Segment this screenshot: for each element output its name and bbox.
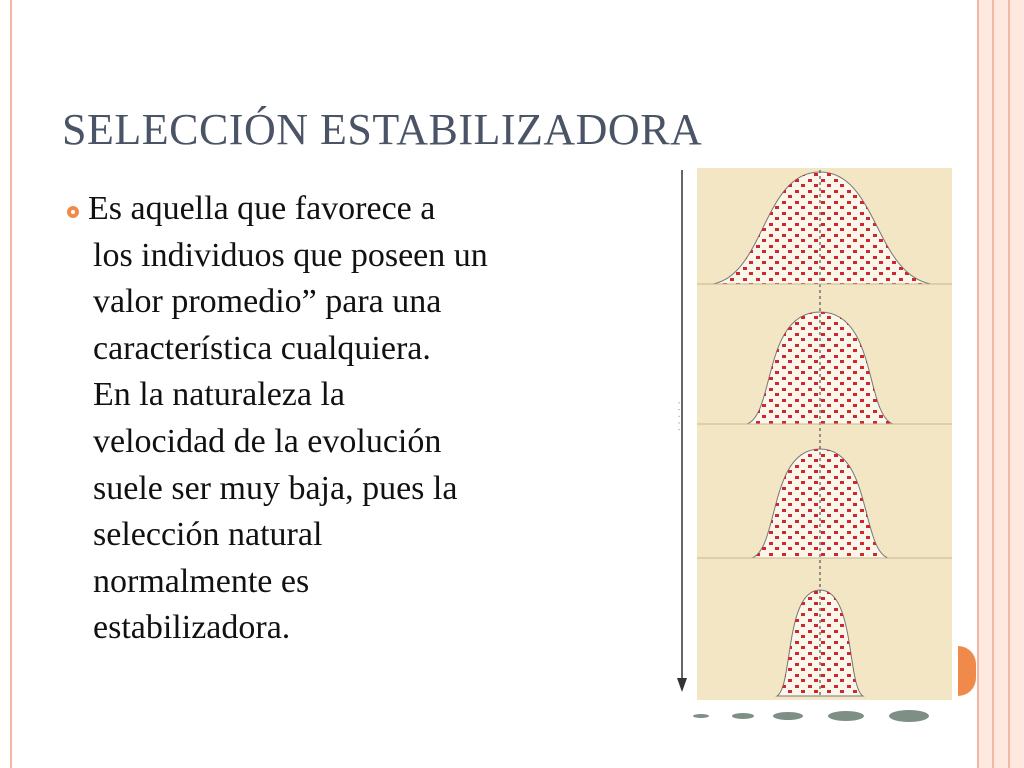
bullet-text <box>88 186 643 652</box>
bullet-line: Es aquella que favorece a <box>88 190 436 227</box>
slide-accent-tab <box>958 646 976 696</box>
bullet-line: estabilizadora. <box>93 609 291 647</box>
time-axis-faint-label: · · · · · <box>673 401 685 432</box>
bullet-line: En la naturaleza la <box>93 376 346 414</box>
phenotype-shape-row <box>693 710 929 722</box>
stabilizing-selection-figure <box>663 166 953 728</box>
slide-frame-right-line <box>977 0 979 768</box>
bullet-line: suele ser muy baja, pues la <box>93 469 458 507</box>
bullet-line: velocidad de la evolución <box>93 422 442 460</box>
slide-frame-left-line <box>10 0 12 768</box>
bullet-line: selección natural <box>93 516 323 554</box>
time-axis-arrow-icon <box>677 678 687 692</box>
bullet-line: los individuos que poseen un <box>93 236 488 274</box>
slide-frame-right-line <box>992 0 994 768</box>
bullet-line: característica cualquiera. <box>93 329 431 367</box>
slide-frame-right-band <box>977 0 1024 768</box>
bullet-line: normalmente es <box>93 562 310 600</box>
slide-title: SELECCIÓN ESTABILIZADORA <box>62 105 703 154</box>
slide-frame-right-line <box>1008 0 1010 768</box>
bullet-line: valor promedio” para una <box>93 283 442 321</box>
bullet-circle-icon <box>67 206 79 218</box>
